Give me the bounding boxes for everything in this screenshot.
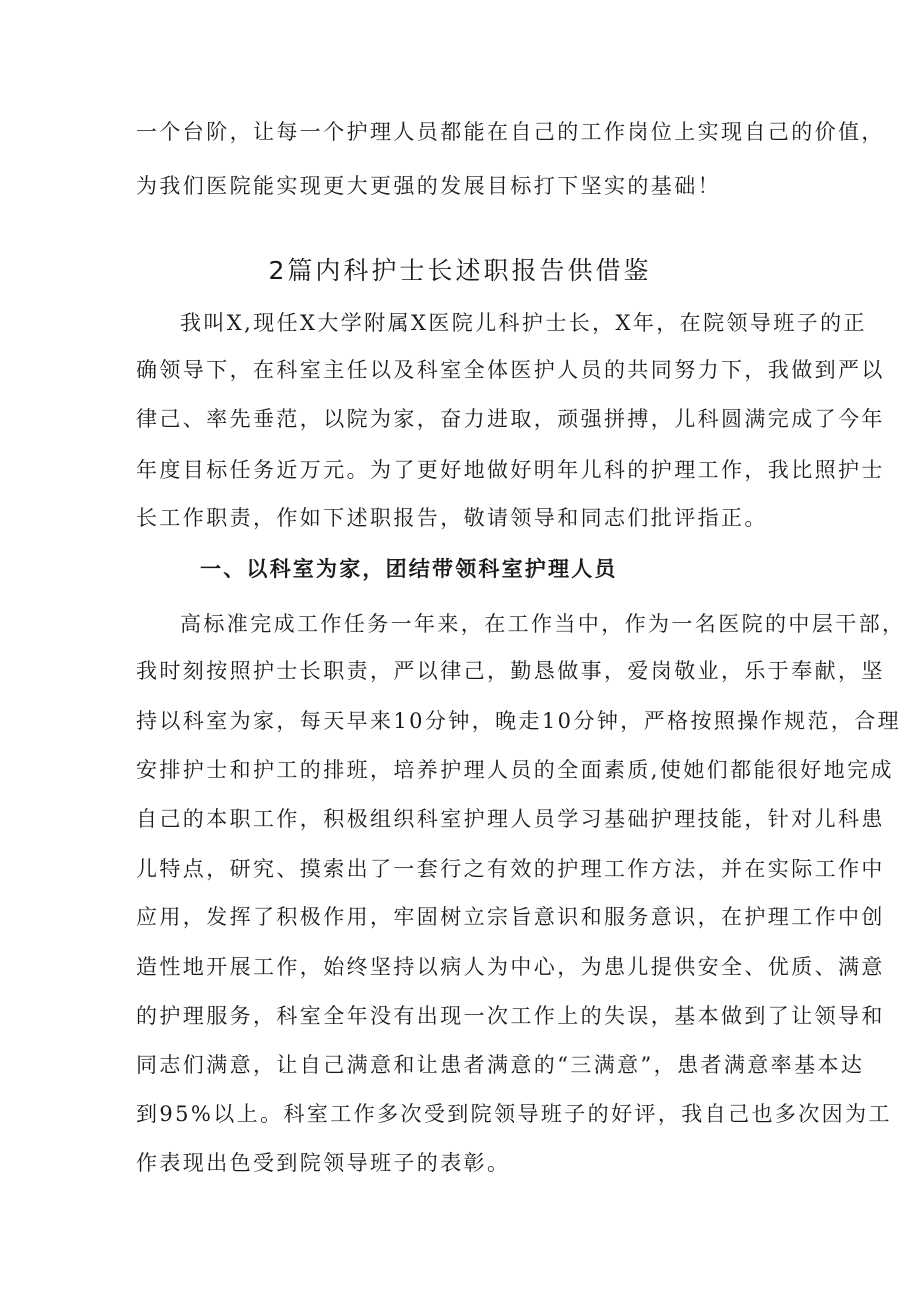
- paragraph-1-line-4: 年度目标任务近万元。为了更好地做好明年儿科的护理工作，我比照护士: [136, 458, 885, 482]
- intro-line-2: 为我们医院能实现更大更强的发展目标打下坚实的基础！: [136, 174, 721, 198]
- paragraph-2-line-1: 高标准完成工作任务一年来，在工作当中，作为一名医院的中层干部，: [180, 612, 906, 636]
- paragraph-2-line-11: 到95%以上。科室工作多次受到院领导班子的好评，我自己也多次因为工: [136, 1102, 892, 1126]
- intro-line-1: 一个台阶，让每一个护理人员都能在自己的工作岗位上实现自己的价值，: [136, 120, 885, 144]
- paragraph-2-line-10: 同志们满意，让自己满意和让患者满意的“三满意”，患者满意率基本达: [136, 1053, 865, 1077]
- paragraph-1-line-2: 确领导下，在科室主任以及科室全体医护人员的共同努力下，我做到严以: [136, 358, 885, 382]
- paragraph-2-line-7: 应用，发挥了积极作用，牢固树立宗旨意识和服务意识，在护理工作中创: [136, 905, 885, 929]
- paragraph-2-line-4: 安排护士和护工的排班，培养护理人员的全面素质,使她们都能很好地完成: [136, 758, 894, 782]
- paragraph-2-line-12: 作表现出色受到院领导班子的表彰。: [136, 1151, 511, 1175]
- paragraph-2-line-3: 持以科室为家，每天早来10分钟，晚走10分钟，严格按照操作规范，合理: [136, 709, 902, 733]
- paragraph-2-line-8: 造性地开展工作，始终坚持以病人为中心，为患儿提供安全、优质、满意: [136, 955, 885, 979]
- paragraph-1-line-3: 律己、率先垂范，以院为家，奋力进取，顽强拼搏，儿科圆满完成了今年: [136, 407, 885, 431]
- paragraph-1-line-1: 我叫X,现任X大学附属X医院儿科护士长，X年，在院领导班子的正: [180, 311, 867, 335]
- document-title: 2篇内科护士长述职报告供借鉴: [268, 256, 652, 285]
- paragraph-2-line-5: 自己的本职工作，积极组织科室护理人员学习基础护理技能，针对儿科患: [136, 807, 885, 831]
- paragraph-2-line-6: 儿特点，研究、摸索出了一套行之有效的护理工作方法，并在实际工作中: [136, 857, 885, 881]
- section-1-heading: 一、以科室为家，团结带领科室护理人员: [200, 556, 618, 581]
- paragraph-1-line-5: 长工作职责，作如下述职报告，敬请领导和同志们批评指正。: [136, 506, 768, 530]
- paragraph-2-line-2: 我时刻按照护士长职责，严以律己，勤恳做事，爱岗敬业，乐于奉献，坚: [136, 659, 885, 683]
- paragraph-2-line-9: 的护理服务，科室全年没有出现一次工作上的失误，基本做到了让领导和: [136, 1004, 885, 1028]
